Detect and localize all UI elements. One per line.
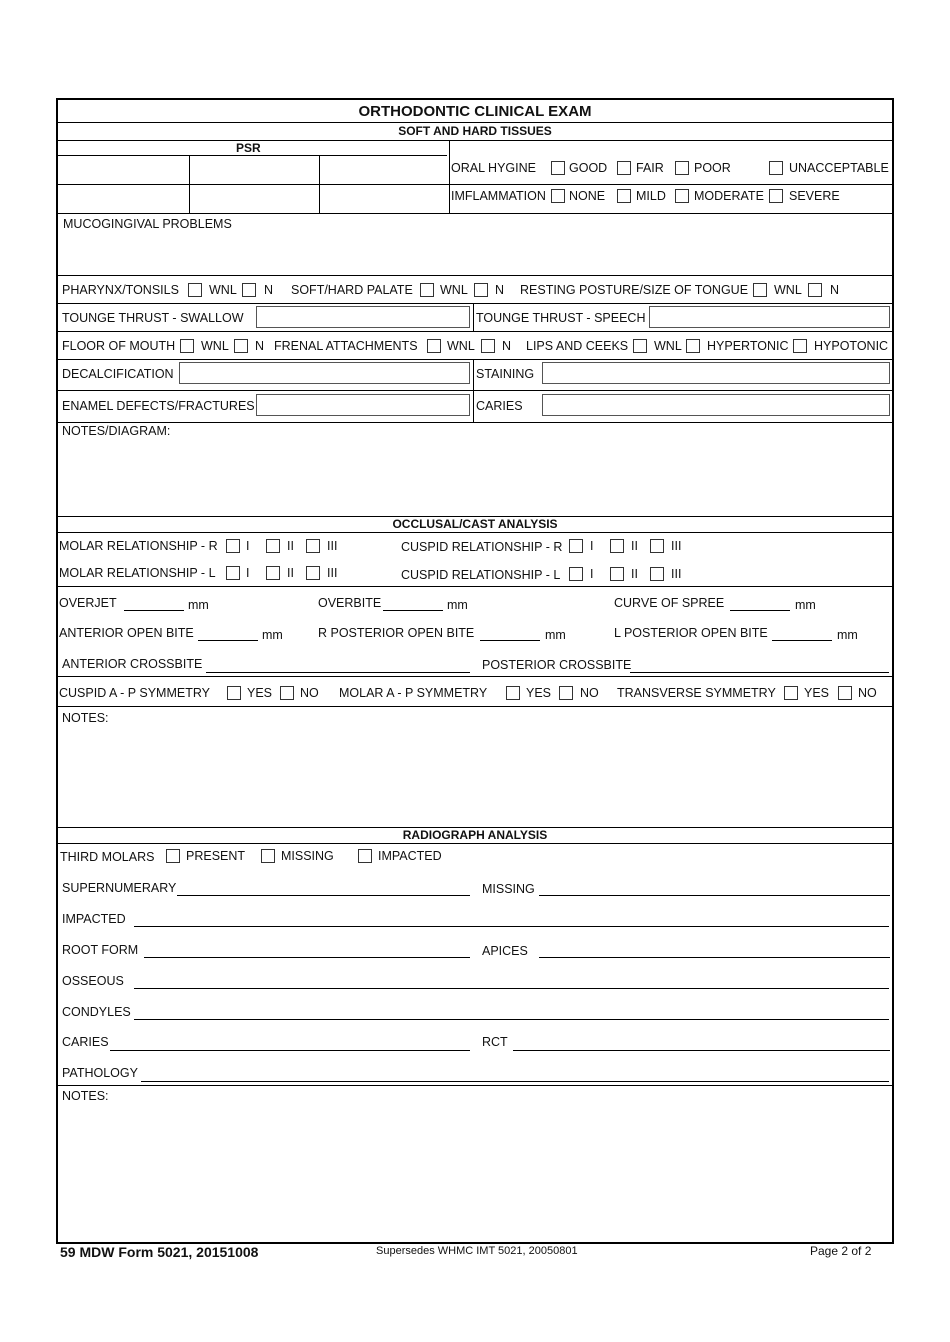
root-form-field[interactable] [144,957,470,958]
cuspid-sym-no-label: NO [300,686,319,700]
lips-label: LIPS AND CEEKS [526,339,629,353]
overjet-field[interactable] [124,610,184,611]
oral-hygiene-fair-checkbox[interactable] [617,161,631,175]
lips-wnl-label: WNL [654,339,682,353]
curve-spee-unit: mm [795,598,816,612]
cuspid-l-label: CUSPID RELATIONSHIP - L [401,568,561,582]
anterior-cross-field[interactable] [206,672,470,673]
transverse-sym-yes-label: YES [804,686,830,700]
molar-l-label: MOLAR RELATIONSHIP - L [59,566,216,580]
frenal-wnl-checkbox[interactable] [427,339,441,353]
molar-sym-label: MOLAR A - P SYMMETRY [339,686,488,700]
notes-diagram-label: NOTES/DIAGRAM: [62,424,171,438]
molar-l-i-checkbox[interactable] [226,566,240,580]
molar-sym-no-label: NO [580,686,599,700]
cuspid-l-i-checkbox[interactable] [569,567,583,581]
orthodontic-exam-form [56,98,894,1244]
cuspid-r-iii-checkbox[interactable] [650,539,664,553]
frenal-n-label: N [502,339,512,353]
notes-diagram-field[interactable] [58,440,892,514]
inflammation-severe-checkbox[interactable] [769,189,783,203]
floor-mouth-n-checkbox[interactable] [234,339,248,353]
psr-cell-2[interactable] [190,156,319,184]
mucogingival-field[interactable] [58,232,892,275]
molar-r-iii-checkbox[interactable] [306,539,320,553]
anterior-open-unit: mm [262,628,283,642]
molar-sym-no-checkbox[interactable] [559,686,573,700]
radio-caries-field[interactable] [110,1050,470,1051]
frenal-label: FRENAL ATTACHMENTS [274,339,418,353]
radio-missing-label: MISSING [482,882,535,896]
palate-n-label: N [495,283,505,297]
posterior-cross-field[interactable] [630,672,889,673]
molar-l-i-label: I [246,566,250,580]
tongue-posture-n-label: N [830,283,840,297]
pharynx-n-label: N [264,283,274,297]
apices-field[interactable] [539,957,890,958]
staining-field[interactable] [542,362,890,384]
third-molars-present-checkbox[interactable] [166,849,180,863]
radio-impacted-field[interactable] [134,926,889,927]
apices-label: APICES [482,944,528,958]
palate-wnl-checkbox[interactable] [420,283,434,297]
osseous-label: OSSEOUS [62,974,124,988]
psr-label: PSR [236,141,261,155]
molar-r-iii-label: III [327,539,338,553]
transverse-sym-no-label: NO [858,686,877,700]
decalcification-label: DECALCIFICATION [62,367,174,381]
posterior-cross-label: POSTERIOR CROSSBITE [482,658,632,672]
lips-hypertonic-label: HYPERTONIC [707,339,789,353]
molar-l-iii-label: III [327,566,338,580]
third-molars-impacted-label: IMPACTED [378,849,442,863]
psr-cell-5[interactable] [190,185,319,213]
inflammation-none-checkbox[interactable] [551,189,565,203]
floor-mouth-label: FLOOR OF MOUTH [62,339,176,353]
anterior-open-label: ANTERIOR OPEN BITE [59,626,194,640]
radio-caries-label: CARIES [62,1035,109,1049]
molar-r-i-checkbox[interactable] [226,539,240,553]
lips-wnl-checkbox[interactable] [633,339,647,353]
radio-missing-field[interactable] [539,895,890,896]
overjet-label: OVERJET [59,596,117,610]
inflammation-moderate-checkbox[interactable] [675,189,689,203]
oral-hygiene-unacceptable-label: UNACCEPTABLE [789,161,889,175]
enamel-label: ENAMEL DEFECTS/FRACTURES [62,399,255,413]
tongue-posture-wnl-label: WNL [774,283,802,297]
occlusal-notes-label: NOTES: [62,711,109,725]
pharynx-wnl-label: WNL [209,283,237,297]
supernumerary-label: SUPERNUMERARY [62,881,177,895]
overbite-label: OVERBITE [318,596,382,610]
molar-r-ii-label: II [287,539,294,553]
r-posterior-open-unit: mm [545,628,566,642]
third-molars-present-label: PRESENT [186,849,246,863]
transverse-sym-yes-checkbox[interactable] [784,686,798,700]
radio-impacted-label: IMPACTED [62,912,126,926]
lips-hypotonic-checkbox[interactable] [793,339,807,353]
osseous-field[interactable] [134,988,889,989]
tongue-posture-label: RESTING POSTURE/SIZE OF TONGUE [520,283,749,297]
pharynx-label: PHARYNX/TONSILS [62,283,179,297]
thrust-speech-field[interactable] [649,306,890,328]
overbite-unit: mm [447,598,468,612]
molar-r-i-label: I [246,539,250,553]
transverse-sym-label: TRANSVERSE SYMMETRY [617,686,776,700]
palate-label: SOFT/HARD PALATE [291,283,413,297]
anterior-cross-label: ANTERIOR CROSSBITE [62,657,203,671]
curve-spee-field[interactable] [730,610,790,611]
cuspid-r-ii-label: II [631,539,638,553]
palate-wnl-label: WNL [440,283,468,297]
l-posterior-open-label: L POSTERIOR OPEN BITE [614,626,768,640]
cuspid-sym-label: CUSPID A - P SYMMETRY [59,686,210,700]
floor-mouth-n-label: N [255,339,265,353]
inflammation-moderate-label: MODERATE [694,189,764,203]
tongue-posture-n-checkbox[interactable] [808,283,822,297]
cuspid-r-iii-label: III [671,539,682,553]
inflammation-severe-label: SEVERE [789,189,840,203]
frenal-wnl-label: WNL [447,339,475,353]
oral-hygiene-unacceptable-checkbox[interactable] [769,161,783,175]
pathology-label: PATHOLOGY [62,1066,138,1080]
oral-hygiene-poor-label: POOR [694,161,731,175]
inflammation-none-label: NONE [569,189,606,203]
molar-l-ii-label: II [287,566,294,580]
r-posterior-open-label: R POSTERIOR OPEN BITE [318,626,475,640]
radiograph-notes-label: NOTES: [62,1089,109,1103]
oral-hygiene-good-label: GOOD [569,161,608,175]
enamel-field[interactable] [256,394,470,416]
third-molars-missing-label: MISSING [281,849,334,863]
footer-supersedes: Supersedes WHMC IMT 5021, 20050801 [376,1245,578,1257]
molar-l-ii-checkbox[interactable] [266,566,280,580]
molar-r-ii-checkbox[interactable] [266,539,280,553]
cuspid-sym-no-checkbox[interactable] [280,686,294,700]
third-molars-impacted-checkbox[interactable] [358,849,372,863]
anterior-open-field[interactable] [198,640,258,641]
form-title: ORTHODONTIC CLINICAL EXAM [358,103,592,120]
cuspid-l-i-label: I [590,567,594,581]
frenal-n-checkbox[interactable] [481,339,495,353]
r-posterior-open-field[interactable] [480,640,540,641]
psr-cell-4[interactable] [58,185,189,213]
molar-r-label: MOLAR RELATIONSHIP - R [59,539,218,553]
tongue-posture-wnl-checkbox[interactable] [753,283,767,297]
mucogingival-label: MUCOGINGIVAL PROBLEMS [63,217,232,231]
lips-hypotonic-label: HYPOTONIC [814,339,889,353]
psr-cell-1[interactable] [58,156,189,184]
floor-mouth-wnl-label: WNL [201,339,229,353]
transverse-sym-no-checkbox[interactable] [838,686,852,700]
pharynx-wnl-checkbox[interactable] [188,283,202,297]
cuspid-l-ii-label: II [631,567,638,581]
psr-cell-3[interactable] [320,156,449,184]
caries-soft-label: CARIES [476,399,523,413]
root-form-label: ROOT FORM [62,943,139,957]
third-molars-missing-checkbox[interactable] [261,849,275,863]
caries-soft-field[interactable] [542,394,890,416]
oral-hygiene-label: ORAL HYGINE [451,161,536,175]
footer-form-id: 59 MDW Form 5021, 20151008 [60,1244,259,1260]
staining-label: STAINING [476,367,535,381]
oral-hygiene-good-checkbox[interactable] [551,161,565,175]
occlusal-notes-field[interactable] [58,726,892,825]
thrust-speech-label: TOUNGE THRUST - SPEECH [476,311,646,325]
thrust-swallow-field[interactable] [256,306,470,328]
cuspid-r-label: CUSPID RELATIONSHIP - R [401,540,563,554]
inflammation-label: IMFLAMMATION [451,189,546,203]
oral-hygiene-fair-label: FAIR [636,161,664,175]
inflammation-mild-checkbox[interactable] [617,189,631,203]
floor-mouth-wnl-checkbox[interactable] [180,339,194,353]
curve-spee-label: CURVE OF SPREE [614,596,725,610]
section-soft-hard-tissues: SOFT AND HARD TISSUES [398,124,552,138]
thrust-swallow-label: TOUNGE THRUST - SWALLOW [62,311,244,325]
condyles-label: CONDYLES [62,1005,131,1019]
cuspid-r-i-checkbox[interactable] [569,539,583,553]
section-radiograph: RADIOGRAPH ANALYSIS [402,828,548,842]
footer-page-number: Page 2 of 2 [810,1244,872,1258]
cuspid-r-i-label: I [590,539,594,553]
molar-l-iii-checkbox[interactable] [306,566,320,580]
decalcification-field[interactable] [179,362,470,384]
cuspid-r-ii-checkbox[interactable] [610,539,624,553]
overbite-field[interactable] [383,610,443,611]
pathology-field[interactable] [141,1081,889,1082]
l-posterior-open-field[interactable] [772,640,832,641]
molar-sym-yes-label: YES [526,686,552,700]
pharynx-n-checkbox[interactable] [242,283,256,297]
l-posterior-open-unit: mm [837,628,858,642]
lips-hypertonic-checkbox[interactable] [686,339,700,353]
oral-hygiene-poor-checkbox[interactable] [675,161,689,175]
cuspid-l-iii-label: III [671,567,682,581]
third-molars-label: THIRD MOLARS [60,850,155,864]
rct-field[interactable] [513,1050,890,1051]
psr-cell-6[interactable] [320,185,449,213]
section-occlusal-cast: OCCLUSAL/CAST ANALYSIS [392,517,558,531]
condyles-field[interactable] [134,1019,889,1020]
cuspid-l-iii-checkbox[interactable] [650,567,664,581]
rct-label: RCT [482,1035,508,1049]
cuspid-sym-yes-checkbox[interactable] [227,686,241,700]
supernumerary-field[interactable] [177,895,470,896]
inflammation-mild-label: MILD [636,189,666,203]
radiograph-notes-field[interactable] [58,1105,892,1241]
palate-n-checkbox[interactable] [474,283,488,297]
molar-sym-yes-checkbox[interactable] [506,686,520,700]
cuspid-l-ii-checkbox[interactable] [610,567,624,581]
overjet-unit: mm [188,598,209,612]
cuspid-sym-yes-label: YES [247,686,273,700]
